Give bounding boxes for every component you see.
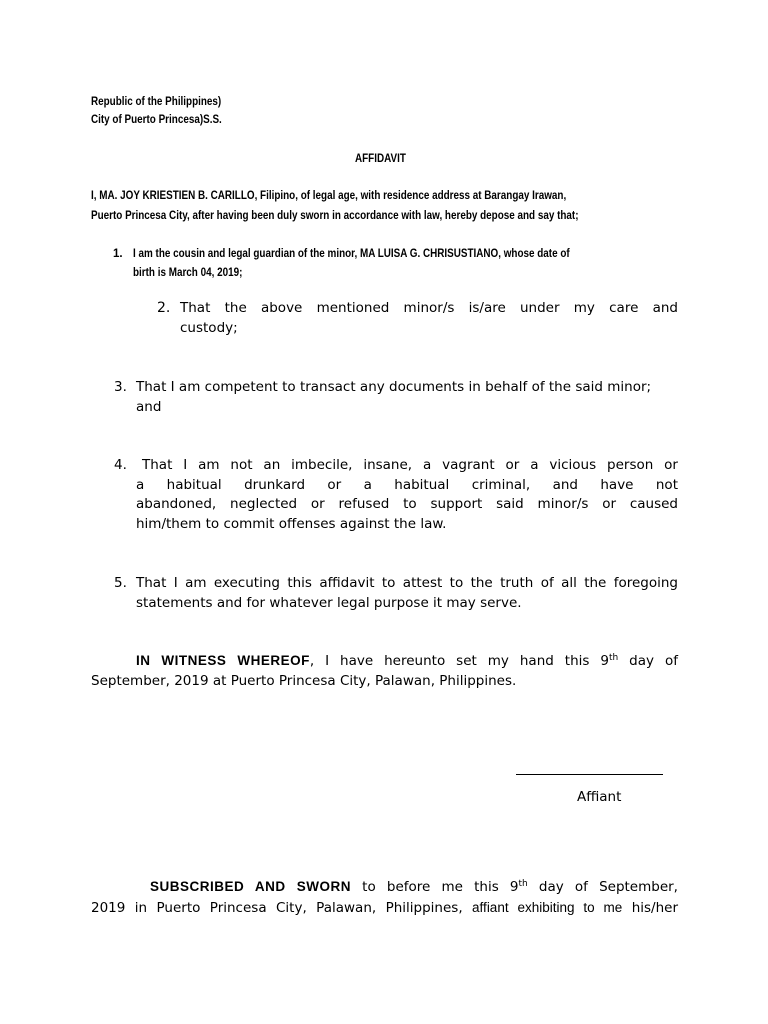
witness-paragraph [91, 651, 678, 691]
document-title: AFFIDAVIT [355, 153, 406, 165]
witness-text-1: , I have hereunto set my hand this 9 [309, 653, 609, 669]
jurat-paragraph [91, 877, 678, 918]
document-header [91, 93, 222, 129]
item-4-number: 4. [114, 457, 127, 473]
jurat-line-1 [91, 877, 678, 898]
item-5-number: 5. [114, 575, 127, 591]
witness-line-2: September, 2019 at Puerto Princesa City, Palawan, Philippines. [91, 672, 517, 689]
item-1-number: 1. [113, 248, 123, 260]
jurat-line-2 [91, 898, 678, 919]
jurat-lead: SUBSCRIBED AND SWORN [150, 879, 351, 894]
header-republic: Republic of the Philippines) [91, 96, 222, 108]
item-2-text [180, 299, 678, 338]
item-4-text [136, 456, 678, 534]
jurat-text-2a: 2019 in Puerto Princesa City, Palawan, Philippines, [91, 899, 473, 916]
jurat-text-2: day of September, [527, 879, 678, 895]
item-5-line-2: statements and for whatever legal purpose it may serve. [136, 594, 522, 611]
item-3-text [136, 378, 678, 417]
intro-line-2: Puerto Princesa City, after having been duly sworn in accordance with law, hereby depose and say that; [91, 210, 579, 222]
intro-line-1: I, MA. JOY KRIESTIEN B. CARILLO, Filipino, of legal age, with residence address at Barangay Irawan, [91, 190, 567, 202]
item-2-line-2: custody; [180, 319, 238, 336]
jurat-text-1: to before me this 9 [351, 879, 519, 895]
item-3-line-1: That I am competent to transact any documents in behalf of the said minor; [136, 379, 652, 395]
jurat-text-2c: his/her [622, 899, 679, 916]
item-4-line-4: him/them to commit offenses against the law. [136, 515, 447, 532]
signature-line [516, 774, 663, 775]
item-4-line-1: That I am not an imbecile, insane, a vagrant or a vicious person or [142, 457, 678, 473]
item-2-line-1: That the above mentioned minor/s is/are under my care and [180, 300, 678, 316]
item-4-line-2: a habitual drunkard or a habitual criminal, and have not [136, 476, 678, 493]
item-3-number: 3. [114, 379, 127, 395]
header-city: City of Puerto Princesa)S.S. [91, 114, 222, 126]
item-5-line-1: That I am executing this affidavit to attest to the truth of all the foregoing [136, 575, 678, 591]
item-4-line-3: abandoned, neglected or refused to support said minor/s or caused [136, 496, 678, 512]
item-1-line-1: I am the cousin and legal guardian of the minor, MA LUISA G. CHRISUSTIANO, whose date of [133, 248, 570, 260]
item-5-text [136, 574, 678, 613]
affiant-label: Affiant [577, 789, 622, 805]
witness-lead: IN WITNESS WHEREOF [136, 653, 310, 668]
item-2-number: 2. [157, 300, 171, 316]
item-1-line-2: birth is March 04, 2019; [133, 267, 243, 279]
witness-text-2: day of [618, 653, 678, 669]
witness-sup: th [608, 653, 619, 663]
item-1-text [133, 245, 570, 283]
item-3-line-2: and [136, 398, 162, 415]
jurat-text-2b: affiant exhibiting to me [472, 899, 623, 915]
intro-paragraph [91, 186, 578, 226]
jurat-sup: th [518, 879, 528, 889]
witness-line-1 [91, 651, 678, 672]
